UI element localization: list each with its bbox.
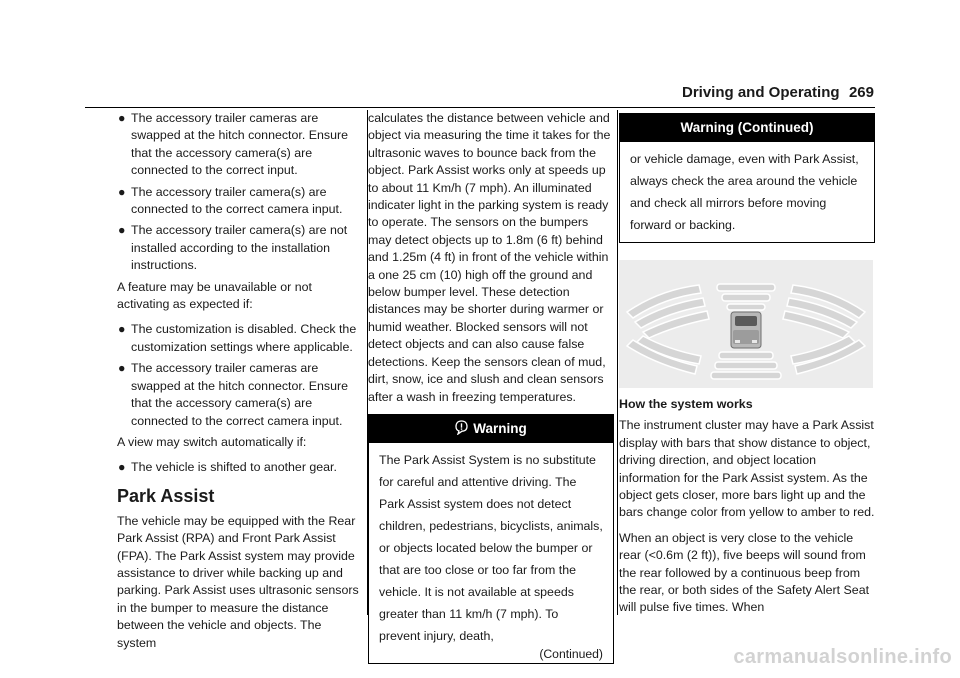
page-number: 269 xyxy=(848,84,874,101)
car-icon xyxy=(731,312,761,348)
warning-title: Warning xyxy=(473,420,527,436)
warning-body: The Park Assist System is no substitute for careful and attentive driving. The Park Assist system does not detect children, pedestrians, bicyclists, animals, or objects located below the bumper or that are too close or too far from the vehicle. It is not available at speeds greater than 11 km/h (7 mph). To prevent injury, death, (Continued) xyxy=(379,452,603,661)
list-item: ● The accessory trailer cameras are swapped at the hitch connector. Ensure that the accessory camera(s) are connected to the correct input. xyxy=(118,111,348,178)
warning-body: or vehicle damage, even with Park Assist, always check the area around the vehicle and check all mirrors before moving forward or backing. xyxy=(630,152,859,232)
warning-icon xyxy=(455,420,468,435)
park-assist-illustration xyxy=(619,260,873,388)
list-item: ● The accessory trailer camera(s) are not installed according to the installation instructions. xyxy=(118,223,348,273)
paragraph: The vehicle may be equipped with the Rear Park Assist (RPA) and Front Park Assist (FPA). The Park Assist system may provide assistance to driver while backing up and parking. Park Assist uses ultrasonic sensors in the bumper to measure the distance between the vehicle and objects. The system xyxy=(117,513,359,650)
park-assist-graphic xyxy=(619,260,873,388)
list-item: ● The accessory trailer cameras are swapped at the hitch connector. Ensure that the accessory camera(s) are connected to the correct camera input. xyxy=(118,361,348,428)
column-divider xyxy=(617,110,618,615)
paragraph: calculates the distance between vehicle and object via measuring the time it takes for the ultrasonic waves to bounce back from the object. Park Assist works only at speeds up to about 11 Km/h (7 mph). An illuminated indicater light in the parking system is ready to operate. The sensors on the bumpers may detect objects up to 1.8m (6 ft) behind and 1.25m (4 ft) in front of the vehicle within a one 25 cm (10) high off the ground and below bumper level. These detection distances may be shorter during warmer or humid weather. Blocked sensors will not detect objects and can also cause false detections. Keep the sensors clean of mud, dirt, snow, ice and slush and clean sensors after a wash in freezing temperatures. xyxy=(368,111,611,404)
warning-box xyxy=(368,414,614,664)
watermark: carmanualsonline.info xyxy=(733,646,952,668)
warning-box-continued xyxy=(619,113,875,243)
bullet-icon: ● xyxy=(118,223,126,238)
section-heading: Park Assist xyxy=(117,485,215,506)
paragraph: A feature may be unavailable or not activating as expected if: xyxy=(117,279,312,312)
section-title: Driving and Operating xyxy=(682,84,840,101)
paragraph: A view may switch automatically if: xyxy=(117,434,307,449)
bullet-icon: ● xyxy=(118,361,126,376)
warning-header xyxy=(369,415,613,443)
bullet-icon: ● xyxy=(118,322,126,337)
bullet-icon: ● xyxy=(118,111,126,125)
subheading: How the system works xyxy=(619,397,753,411)
continued-label: (Continued) xyxy=(539,646,603,661)
paragraph: When an object is very close to the vehicle rear (<0.6m (2 ft)), five beeps will sound from the rear followed by a continuous beep from the rear, or both sides of the Safety Alert Seat will pulse five times. When xyxy=(619,530,870,615)
bullet-icon: ● xyxy=(118,184,126,199)
page-header xyxy=(682,84,874,106)
list-item: ● The accessory trailer camera(s) are connected to the correct camera input. xyxy=(118,184,343,217)
list-item: ● The vehicle is shifted to another gear. xyxy=(117,459,361,476)
paragraph: The instrument cluster may have a Park Assist display with bars that show distance to object, driving direction, and object location information for the Park Assist system. As the object gets closer, more bars light up and the bars change color from yellow to amber to red. xyxy=(619,418,875,520)
column-1 xyxy=(117,110,361,660)
bullet-icon: ● xyxy=(118,460,126,475)
warning-header: Warning (Continued) xyxy=(620,114,874,142)
column-3 xyxy=(619,110,875,625)
header-rule xyxy=(85,107,875,108)
column-2 xyxy=(368,110,614,664)
list-item: ● The customization is disabled. Check the customization settings where applicable. xyxy=(118,322,357,354)
